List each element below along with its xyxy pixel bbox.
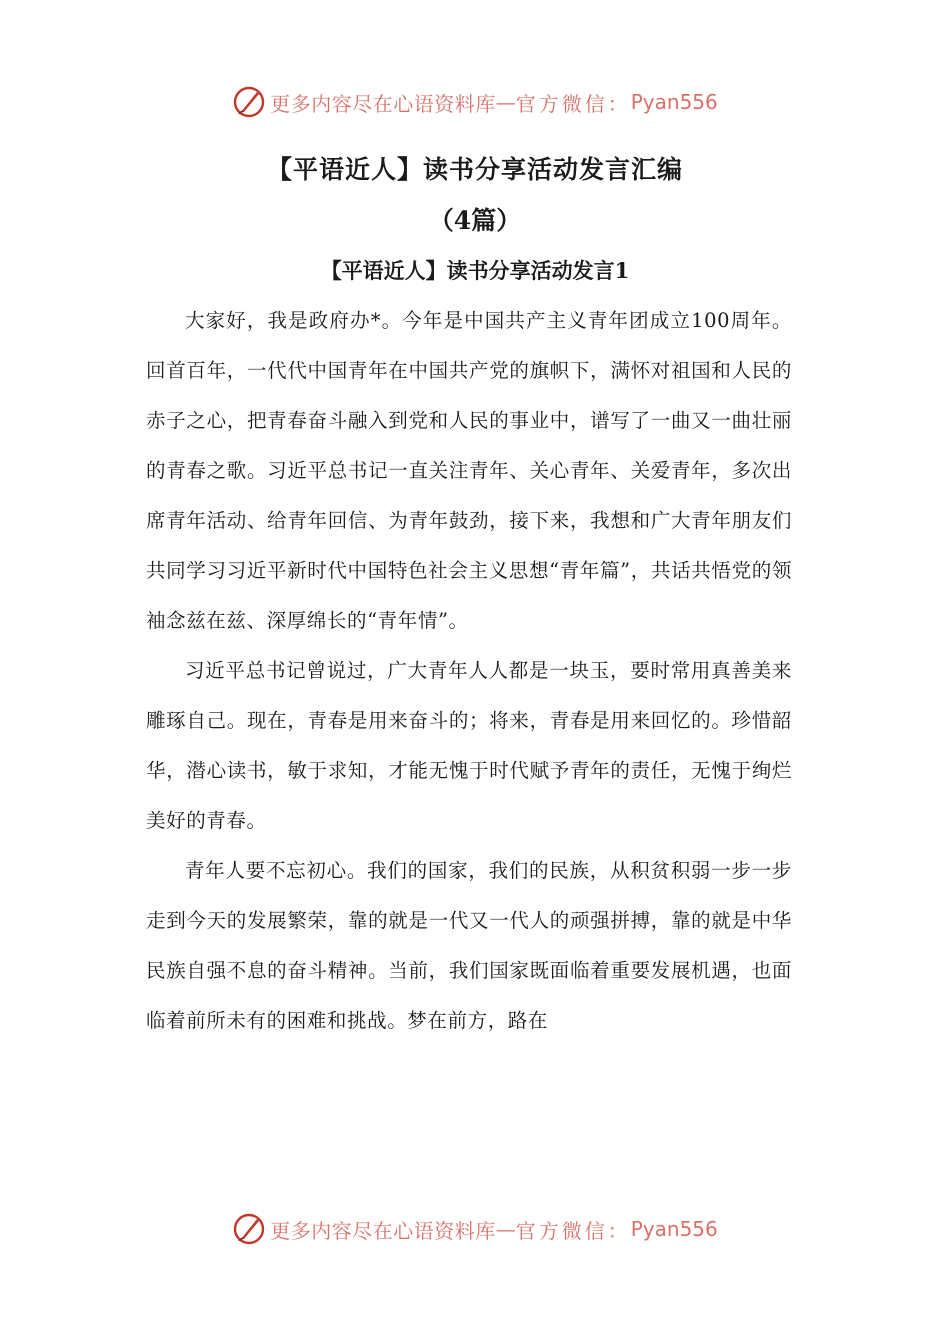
quill-pen-logo-icon bbox=[232, 85, 266, 119]
body-paragraph-2: 习近平总书记曾说过，广大青年人人都是一块玉，要时常用真善美来雕琢自己。现在，青春是用来奋斗的；将来，青春是用来回忆的。珍惜韶华，潜心读书，敏于求知，才能无愧于时代赋予青年的责任，无愧于绚烂美好的青春。 bbox=[146, 659, 792, 832]
watermark-brand-text: 更多内容尽在心语资料库 bbox=[270, 1218, 496, 1243]
section-title: 【平语近人】读书分享活动发言1 bbox=[320, 258, 630, 283]
watermark-separator: — bbox=[495, 90, 516, 114]
footer-watermark-banner bbox=[0, 1209, 950, 1249]
watermark-separator: — bbox=[495, 1217, 516, 1241]
watermark-wechat-label: 官方微信： bbox=[515, 91, 631, 116]
watermark-wechat-id: Pyan556 bbox=[630, 90, 718, 114]
watermark-brand-text: 更多内容尽在心语资料库 bbox=[270, 91, 496, 116]
document-title: 【平语近人】读书分享活动发言汇编 bbox=[266, 155, 683, 184]
watermark-wechat-id: Pyan556 bbox=[630, 1217, 718, 1241]
document-subtitle: （4篇） bbox=[428, 206, 522, 235]
body-paragraph-3: 青年人要不忘初心。我们的国家，我们的民族，从积贫积弱一步一步走到今天的发展繁荣，靠的就是一代又一代人的顽强拼搏，靠的就是中华民族自强不息的奋斗精神。当前，我们国家既面临着重要发展机遇，也面临着前所未有的困难和挑战。梦在前方，路在 bbox=[146, 859, 792, 1032]
header-watermark-banner bbox=[0, 82, 950, 122]
quill-pen-logo-icon bbox=[232, 1212, 266, 1246]
body-paragraph-1: 大家好，我是政府办*。今年是中国共产主义青年团成立100周年。回首百年，一代代中国青年在中国共产党的旗帜下，满怀对祖国和人民的赤子之心，把青春奋斗融入到党和人民的事业中，谱写了一曲又一曲壮丽的青春之歌。习近平总书记一直关注青年、关心青年、关爱青年，多次出席青年活动、给青年回信、为青年鼓劲，接下来，我想和广大青年朋友们共同学习习近平新时代中国特色社会主义思想“青年篇”，共话共悟党的领袖念兹在兹、深厚绵长的“青年情”。 bbox=[146, 309, 792, 632]
watermark-wechat-label: 官方微信： bbox=[515, 1218, 631, 1243]
document-body bbox=[146, 296, 792, 1046]
